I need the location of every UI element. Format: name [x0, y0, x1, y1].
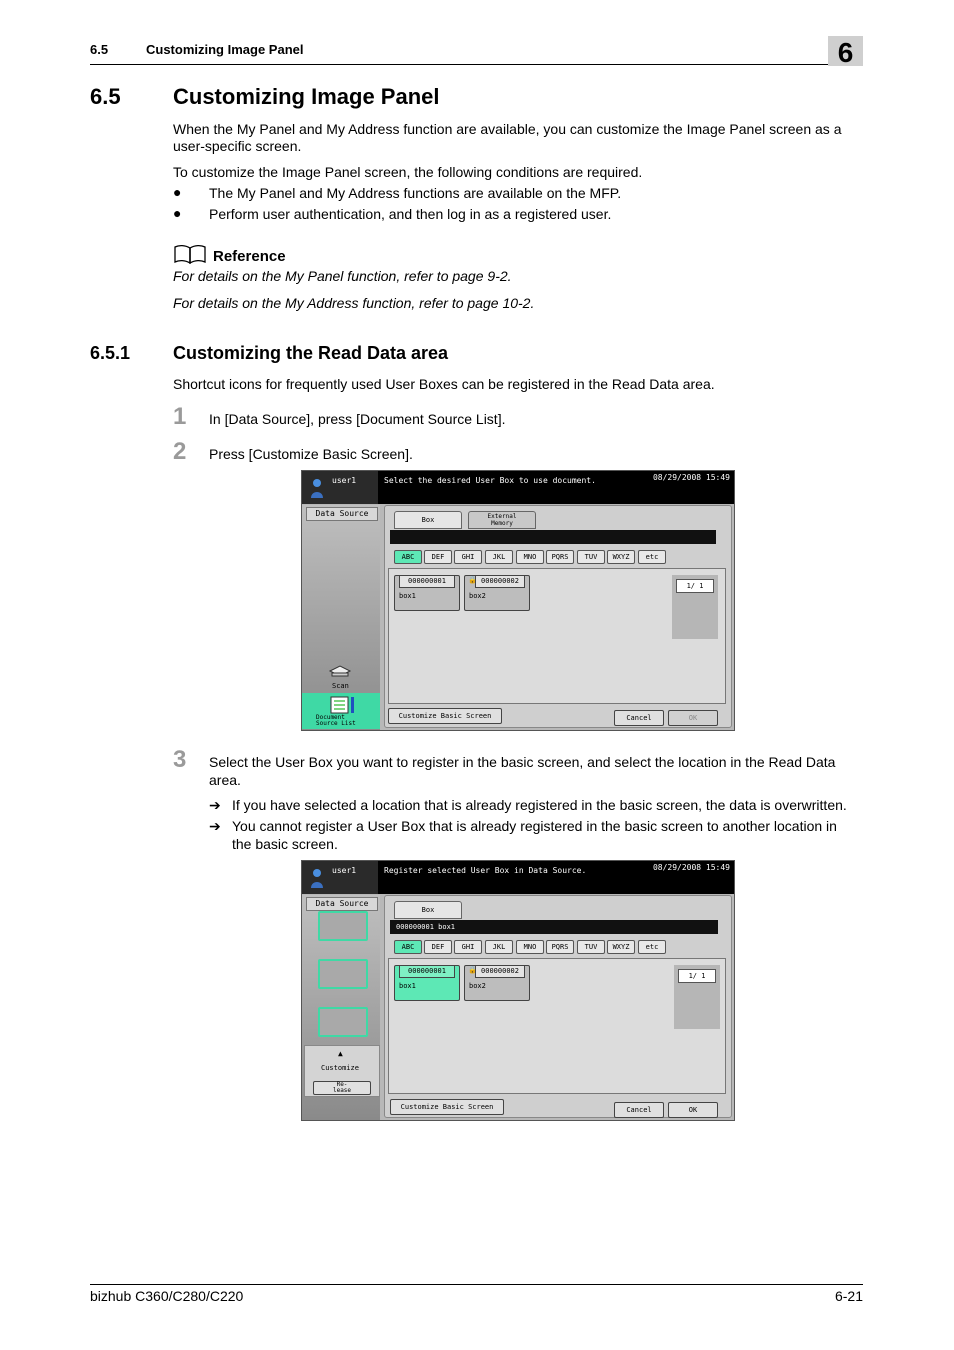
step-text: Press [Customize Basic Screen]. — [209, 446, 413, 462]
document-list-icon — [330, 696, 356, 716]
bullet-item: Perform user authentication, and then log in as a registered user. — [209, 206, 612, 222]
index-tab-etc[interactable]: etc — [638, 940, 666, 954]
page-number: 1/ 1 — [676, 579, 714, 593]
doc-list-label: Document Source List — [316, 714, 356, 727]
read-data-slot-3[interactable] — [318, 1007, 368, 1037]
data-source-title: Data Source — [306, 897, 378, 911]
reference-label: Reference — [213, 248, 286, 265]
index-tab-tuv[interactable]: TUV — [577, 550, 605, 564]
cancel-button[interactable]: Cancel — [614, 710, 664, 726]
step-number: 1 — [173, 403, 187, 430]
page-link[interactable]: 9-2 — [487, 268, 508, 284]
tab-box[interactable]: Box — [394, 511, 462, 529]
box-number: 000000002 — [475, 965, 525, 978]
reference-line-my-panel: For details on the My Panel function, refer to page 9-2. — [173, 268, 512, 284]
bullet-item: The My Panel and My Address functions are available on the MFP. — [209, 185, 622, 201]
user-icon — [309, 477, 325, 501]
screenshot-register-user-box — [301, 860, 735, 1121]
bullet-dot: ● — [173, 184, 182, 200]
page-link[interactable]: 10-2 — [502, 295, 531, 311]
box-name: box2 — [469, 592, 486, 600]
box-name: box1 — [399, 592, 416, 600]
user-name: user1 — [332, 866, 357, 875]
document-source-list-button[interactable] — [302, 693, 380, 729]
box-number: 000000002 — [475, 575, 525, 588]
subsection-intro: Shortcut icons for frequently used User Boxes can be registered in the Read Data area. — [173, 376, 715, 392]
box-name: box1 — [399, 982, 416, 990]
step-text-line2: area. — [209, 772, 241, 788]
data-source-title: Data Source — [306, 507, 378, 521]
path-bar: 000000001 box1 — [390, 920, 718, 934]
section-title: Customizing Image Panel — [173, 84, 440, 109]
lock-icon: 🔒 — [468, 576, 477, 584]
index-tab-jkl[interactable]: JKL — [485, 940, 513, 954]
book-icon — [173, 244, 207, 269]
index-tab-mno[interactable]: MNO — [516, 550, 544, 564]
ok-button[interactable]: OK — [668, 710, 718, 726]
path-bar — [390, 530, 716, 544]
customize-basic-screen-button[interactable]: Customize Basic Screen — [388, 708, 502, 724]
user-icon — [309, 867, 325, 891]
index-tab-ghi[interactable]: GHI — [454, 940, 482, 954]
chapter-badge: 6 — [828, 36, 863, 66]
screen-message: Register selected User Box in Data Source. — [384, 866, 587, 875]
datetime: 08/29/2008 15:49 — [652, 863, 730, 872]
index-tab-def[interactable]: DEF — [424, 940, 452, 954]
tab-external-memory[interactable]: External Memory — [468, 511, 536, 529]
index-tab-etc[interactable]: etc — [638, 550, 666, 564]
box-name: box2 — [469, 982, 486, 990]
user-name: user1 — [332, 476, 357, 485]
index-tab-wxyz[interactable]: WXYZ — [607, 940, 635, 954]
tab-box[interactable]: Box — [394, 901, 462, 919]
customize-panel — [304, 1045, 380, 1097]
ok-button[interactable]: OK — [668, 1102, 718, 1118]
running-header-title: Customizing Image Panel — [146, 42, 304, 57]
customize-basic-screen-button[interactable]: Customize Basic Screen — [390, 1099, 504, 1115]
index-tab-pqrs[interactable]: PQRS — [546, 940, 574, 954]
up-arrow-icon: ▲ — [338, 1049, 343, 1058]
user-box-2[interactable] — [464, 965, 530, 1001]
subsection-title: Customizing the Read Data area — [173, 343, 449, 363]
running-header-number: 6.5 — [90, 42, 109, 57]
datetime: 08/29/2008 15:49 — [652, 473, 730, 482]
footer-page-number: 6-21 — [834, 1288, 863, 1304]
step-number: 2 — [173, 438, 187, 465]
index-tab-abc[interactable]: ABC — [394, 940, 422, 954]
arrow-icon: ➔ — [209, 797, 221, 813]
note-text: If you have selected a location that is already registered in the basic screen, the data is overwritten. — [232, 797, 847, 813]
header-rule — [90, 64, 863, 65]
note-text-line1: You cannot register a User Box that is already registered in the basic screen to another location in — [232, 818, 837, 834]
user-box-1-selected[interactable] — [394, 965, 460, 1001]
note-text-line2: the basic screen. — [232, 836, 338, 852]
read-data-slot-2[interactable] — [318, 959, 368, 989]
bullet-dot: ● — [173, 205, 182, 221]
paragraph-intro-line1: When the My Panel and My Address function are available, you can customize the Image Panel screen as a — [173, 121, 842, 137]
step-number: 3 — [173, 746, 187, 773]
customize-label: Customize — [321, 1064, 359, 1072]
reference-line-my-address: For details on the My Address function, refer to page 10-2. — [173, 295, 535, 311]
cancel-button[interactable]: Cancel — [614, 1102, 664, 1118]
index-tab-def[interactable]: DEF — [424, 550, 452, 564]
index-tab-tuv[interactable]: TUV — [577, 940, 605, 954]
index-tab-jkl[interactable]: JKL — [485, 550, 513, 564]
scanner-icon[interactable] — [328, 663, 352, 681]
footer-rule — [90, 1284, 863, 1285]
user-box-1[interactable] — [394, 575, 460, 611]
paragraph-intro-line2: user-specific screen. — [173, 138, 302, 154]
index-tab-ghi[interactable]: GHI — [454, 550, 482, 564]
user-box-2[interactable] — [464, 575, 530, 611]
arrow-icon: ➔ — [209, 818, 221, 834]
page-number: 1/ 1 — [678, 969, 716, 983]
screen-message: Select the desired User Box to use document. — [384, 476, 596, 485]
index-tab-mno[interactable]: MNO — [516, 940, 544, 954]
page-indicator — [674, 965, 720, 1029]
index-tab-abc[interactable]: ABC — [394, 550, 422, 564]
scan-label[interactable]: Scan — [332, 682, 349, 690]
step-text: In [Data Source], press [Document Source List]. — [209, 411, 506, 427]
index-tab-pqrs[interactable]: PQRS — [546, 550, 574, 564]
box-number: 000000001 — [399, 965, 455, 978]
section-number: 6.5 — [90, 84, 121, 109]
page-indicator — [672, 575, 718, 639]
index-tab-wxyz[interactable]: WXYZ — [607, 550, 635, 564]
screenshot-document-source-list — [301, 470, 735, 731]
paragraph-conditions: To customize the Image Panel screen, the following conditions are required. — [173, 164, 643, 180]
step-text-line1: Select the User Box you want to register in the basic screen, and select the location in the Read Data — [209, 754, 836, 770]
box-number: 000000001 — [399, 575, 455, 588]
lock-icon: 🔒 — [468, 966, 477, 974]
subsection-number: 6.5.1 — [90, 343, 131, 363]
read-data-slot-1[interactable] — [318, 911, 368, 941]
release-button[interactable]: Re- lease — [313, 1081, 371, 1095]
footer-model: bizhub C360/C280/C220 — [90, 1288, 244, 1304]
